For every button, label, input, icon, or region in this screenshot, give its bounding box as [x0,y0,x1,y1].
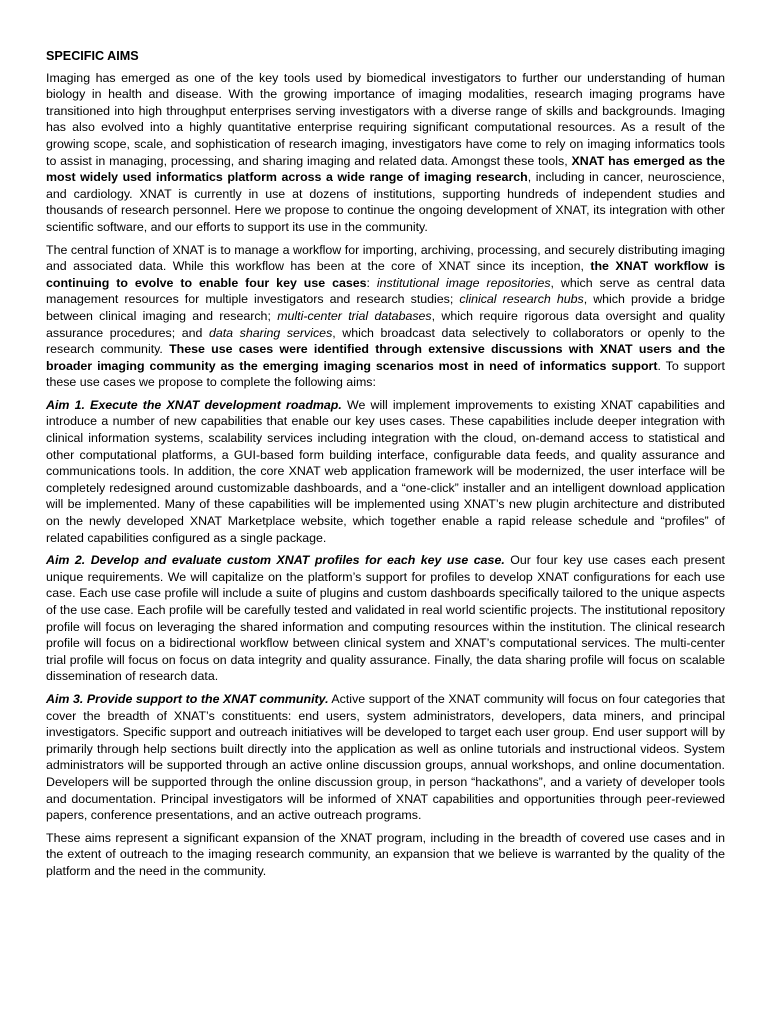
aim-2-paragraph [46,552,725,685]
aim-1-title: Aim 1. Execute the XNAT development roadmap. [46,397,342,412]
workflow-emphasis-1: the XNAT workflow is continuing to evolve to enable four key use cases [46,259,725,290]
intro-emphasis: XNAT has emerged as the most widely used informatics platform across a wide range of imaging research [46,153,726,185]
document-page [46,48,725,886]
workflow-text-2: : [366,275,377,290]
use-case-data-sharing: data sharing services [208,325,333,340]
aim-1-body: We will implement improvements to existing XNAT capabilities and introduce a number of new capabilities that enable our key uses cases. These capabilities include deeper integration with clinical information systems, scalability services including integration with the cloud, on-demand access to statistical and other computational platforms, a GUI-based form building interface, configurable data feeds, and quality assurance and communications tools. In addition, the core XNAT web application framework will be modernized, the user interface will be completely redesigned around customizable dashboards, and a “one-click” installer and an intelligent download application will be implemented. Many of these capabilities will be implemented using XNAT’s new plugin architecture and distributed on the newly developed XNAT Marketplace website, which together enable a rapid release schedule and “profiles” of related capabilities configured as a single package. [46,397,725,545]
closing-paragraph: These aims represent a significant expansion of the XNAT program, including in the breadth of covered use cases and in the extent of outreach to the imaging research community, an expansion that we believe is warranted by the quality of the platform and the need in the community. [46,830,725,878]
use-case-repositories: institutional image repositories [376,275,551,290]
use-case-research-hubs: clinical research hubs [459,292,584,307]
aim-2-body: Our four key use cases each present unique requirements. We will capitalize on the platform’s support for profiles to develop XNAT configurations for each use case. Each use case profile will include a suite of plugins and custom dashboards specifically tailored to the unique aspects of the use case. Each profile will be carefully tested and validated in real world scientific projects. The institutional repository profile will focus on leveraging the shared information and computing resources within the institution. The clinical research profile will focus on a bidirectional workflow between clinical system and XNAT’s computational services. The multi-center trial profile will focus on focus on data integrity and quality assurance. Finally, the data sharing profile will focus on scalable dissemination of research data. [46,553,725,684]
aim-1-paragraph [46,397,725,546]
workflow-text-6: , which broadcast data selectively to collaborators or openly to the research community. [46,325,725,357]
use-case-trial-databases: multi-center trial databases [277,308,432,323]
intro-text-1: Imaging has emerged as one of the key tools used by biomedical investigators to further our understanding of human biology in health and disease. With the growing importance of imaging modalities, research imaging programs have transitioned into high throughput enterprises serving investigators with a diverse range of skills and backgrounds. Imaging has also evolved into a highly quantitative enterprise requiring significant computational resources. As a result of the growing scope, scale, and sophistication of research imaging, investigators have come to rely on imaging informatics tools to assist in managing, processing, and sharing imaging and related data. Amongst these tools, [46,70,725,168]
aim-3-paragraph [46,691,725,824]
aim-3-title: Aim 3. Provide support to the XNAT community. [46,691,329,706]
workflow-text-3: , which serve as central data management resources for multiple investigators and research studies; [46,275,725,307]
workflow-text-4: , which provide a bridge between clinical imaging and research; [46,292,726,323]
intro-text-2: , including in cancer, neuroscience, and cardiology. XNAT is currently in use at dozens of institutions, supporting hundreds of independent studies and thousands of research personnel. Here we propose to continue the ongoing development of XNAT, its integration with other scientific software, and our efforts to support its use in the community. [46,170,726,234]
workflow-text-5: , which require rigorous data oversight and quality assurance procedures; and [46,308,725,340]
intro-paragraph [46,70,725,236]
workflow-text-7: . To support these use cases we propose to complete the following aims: [46,358,725,390]
workflow-paragraph [46,242,725,391]
aim-3-body: Active support of the XNAT community will focus on four categories that cover the breadth of XNAT’s constituents: end users, system administrators, developers, data miners, and principal investigators. Specific support and outreach initiatives will be developed to target each user group. End user support will by primarily through help sections built directly into the application as well as online tutorials and instructional videos. System administrators will be supported through an active online discussion groups, annual workshops, and online documentation. Developers will be supported through the online discussion group, in person “hackathons”, and a variety of developer tools and documentation. Principal investigators will be informed of XNAT capabilities and opportunities through peer-reviewed papers, conference presentations, and an active outreach programs. [46,691,725,823]
workflow-text-1: The central function of XNAT is to manage a workflow for importing, archiving, processing, and securely distributing imaging and associated data. While this workflow has been at the core of XNAT since its inception, [46,242,725,274]
workflow-emphasis-2: These use cases were identified through extensive discussions with XNAT users and the broader imaging community as the emerging imaging scenarios most in need of informatics support [46,342,725,373]
aim-2-title: Aim 2. Develop and evaluate custom XNAT profiles for each key use case. [46,553,505,568]
section-heading: SPECIFIC AIMS [46,49,139,63]
